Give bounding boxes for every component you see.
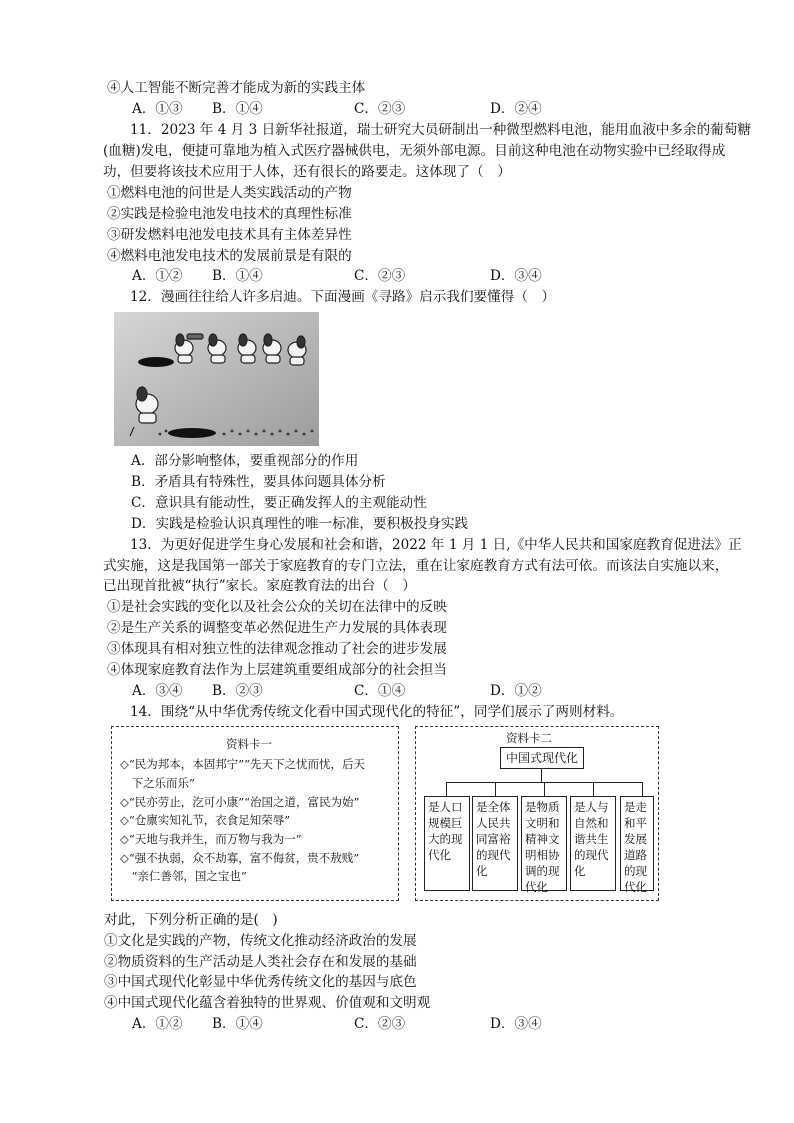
q14-options (132, 1015, 552, 1033)
q12-choice-d: D．实践是检验认识真理性的唯一标准，要积极投身实践 (131, 516, 469, 532)
q13-option-d: D．①② (490, 683, 542, 699)
q13-statement-4: ④体现家庭教育法作为上层建筑重要组成部分的社会担当 (107, 662, 447, 678)
q13-option-b: B．②③ (212, 683, 263, 699)
q13-statement-2: ②是生产关系的调整变革必然促进生产力发展的具体表现 (107, 620, 447, 636)
card-2-title: 资料卡二 (506, 731, 552, 745)
q11-statement-4: ④燃料电池发电技术的发展前景是有限的 (107, 248, 352, 264)
q13-statement-3: ③体现具有相对独立性的法律观念推动了社会的进步发展 (107, 641, 447, 657)
q10-option-b: B．①④ (212, 101, 263, 117)
q11-stem-line-2: (血糖)发电，便捷可靠地为植入式医疗器械供电，无须外部电源。目前这种电池在动物实验中已经取得成 (103, 143, 726, 159)
q14-statement-2: ②物质资料的生产活动是人类社会存在和发展的基础 (104, 954, 417, 970)
card-1-line-6: ◇“强不执弱，众不劫寡，富不侮贫，贵不敖贱” (120, 851, 360, 865)
concept-map-box-1: 是人口规模巨大的现代化 (424, 796, 470, 891)
q11-options (132, 267, 552, 285)
q13-stem-line-1: 13．为更好促进学生身心发展和社会和谐，2022 年 1 月 1 日,《中华人民共和国家庭教育促进法》正 (130, 537, 742, 553)
q10-statement-4: ④人工智能不断完善才能成为新的实践主体 (107, 80, 366, 96)
q14-statement-4: ④中国式现代化蕴含着独特的世界观、价值观和文明观 (104, 995, 431, 1011)
q11-option-d: D．③④ (490, 268, 542, 284)
concept-map-box-3: 是物质文明和精神文明相协调的现代化 (521, 796, 567, 891)
card-1-line-4: ◇“仓廪实知礼节，衣食足知荣辱” (120, 813, 291, 827)
card-1-line-7: “亲仁善邻，国之宝也“ (120, 869, 247, 883)
concept-map-branch-4 (593, 782, 594, 796)
q12-choice-c: C．意识具有能动性，要正确发挥人的主观能动性 (131, 495, 427, 511)
q11-option-c: C．②③ (354, 268, 406, 284)
card-1-line-1: ◇“民为邦本，本固邦宁”“先天下之忧而忧，后天 (120, 757, 365, 771)
q10-option-d: D．②④ (490, 101, 542, 117)
q11-statement-2: ②实践是检验电池发电技术的真理性标准 (107, 206, 352, 222)
material-card-1 (111, 726, 399, 901)
card-1-line-2: 下之乐而乐” (120, 776, 195, 790)
q14-option-c: C．②③ (354, 1016, 406, 1032)
q12-choice-a: A．部分影响整体，要重视部分的作用 (131, 453, 359, 469)
q12-stem: 12．漫画往往给人许多启迪。下面漫画《寻路》启示我们要懂得（ ） (130, 289, 556, 305)
material-card-2 (415, 726, 659, 901)
concept-map-branch-3 (544, 782, 545, 796)
q13-option-a: A．③④ (132, 683, 183, 699)
q14-prompt: 对此，下列分析正确的是( ) (104, 912, 278, 928)
q10-option-a: A．①③ (132, 101, 183, 117)
q14-stem: 14．围绕“从中华优秀传统文化看中国式现代化的特征”，同学们展示了两则材料。 (130, 704, 624, 720)
q13-option-c: C．①④ (354, 683, 406, 699)
concept-map-branch-5 (642, 782, 643, 796)
concept-map-box-2: 是全体人民共同富裕的现代化 (472, 796, 518, 891)
q14-statement-3: ③中国式现代化彰显中华优秀传统文化的基因与底色 (104, 974, 417, 990)
q13-options (132, 682, 552, 700)
card-1-line-5: ◇“天地与我并生，而万物与我为一” (120, 832, 302, 846)
concept-map-branch-2 (495, 782, 496, 796)
q13-stem-line-2: 式实施，这是我国第一部关于家庭教育的专门立法，重在让家庭教育方式有法可依。而该法自实施以来， (103, 558, 729, 574)
q11-option-b: B．①④ (212, 268, 263, 284)
q14-option-d: D．③④ (490, 1016, 542, 1032)
comic-drawing (114, 312, 319, 446)
q13-stem-line-3: 已出现首批被“执行”家长。家庭教育法的出台（ ） (103, 578, 416, 594)
q11-stem-line-3: 功，但要将该技术应用于人体，还有很长的路要走。这体现了（ ） (103, 164, 511, 180)
concept-map-root: 中国式现代化 (500, 747, 584, 769)
q10-option-c: C．②③ (354, 101, 406, 117)
card-1-title: 资料卡一 (226, 737, 272, 751)
concept-map-box-4: 是人与自然和谐共生的现代化 (570, 796, 616, 891)
q10-options (132, 100, 552, 118)
card-1-line-3: ◇“民亦劳止，汔可小康”“治国之道，富民为始” (120, 795, 360, 809)
comic-image (114, 312, 319, 446)
q11-statement-3: ③研发燃料电池发电技术具有主体差异性 (107, 227, 352, 243)
q12-choice-b: B．矛盾具有特殊性，要具体问题具体分析 (131, 474, 386, 490)
concept-map-branch-1 (446, 782, 447, 796)
q11-option-a: A．①② (132, 268, 183, 284)
q13-statement-1: ①是社会实践的变化以及社会公众的关切在法律中的反映 (107, 599, 447, 615)
q14-option-a: A．①② (132, 1016, 183, 1032)
concept-map-stem (541, 769, 542, 782)
q14-option-b: B．①④ (212, 1016, 263, 1032)
concept-map-box-5: 是走和平发展道路的现代化 (620, 796, 654, 891)
q11-statement-1: ①燃料电池的问世是人类实践活动的产物 (107, 185, 352, 201)
q14-statement-1: ①文化是实践的产物，传统文化推动经济政治的发展 (104, 933, 417, 949)
q11-stem-line-1: 11．2023 年 4 月 3 日新华社报道，瑞士研究大员研制出一种微型燃料电池，能用血液中多余的葡萄糖 (130, 122, 751, 138)
